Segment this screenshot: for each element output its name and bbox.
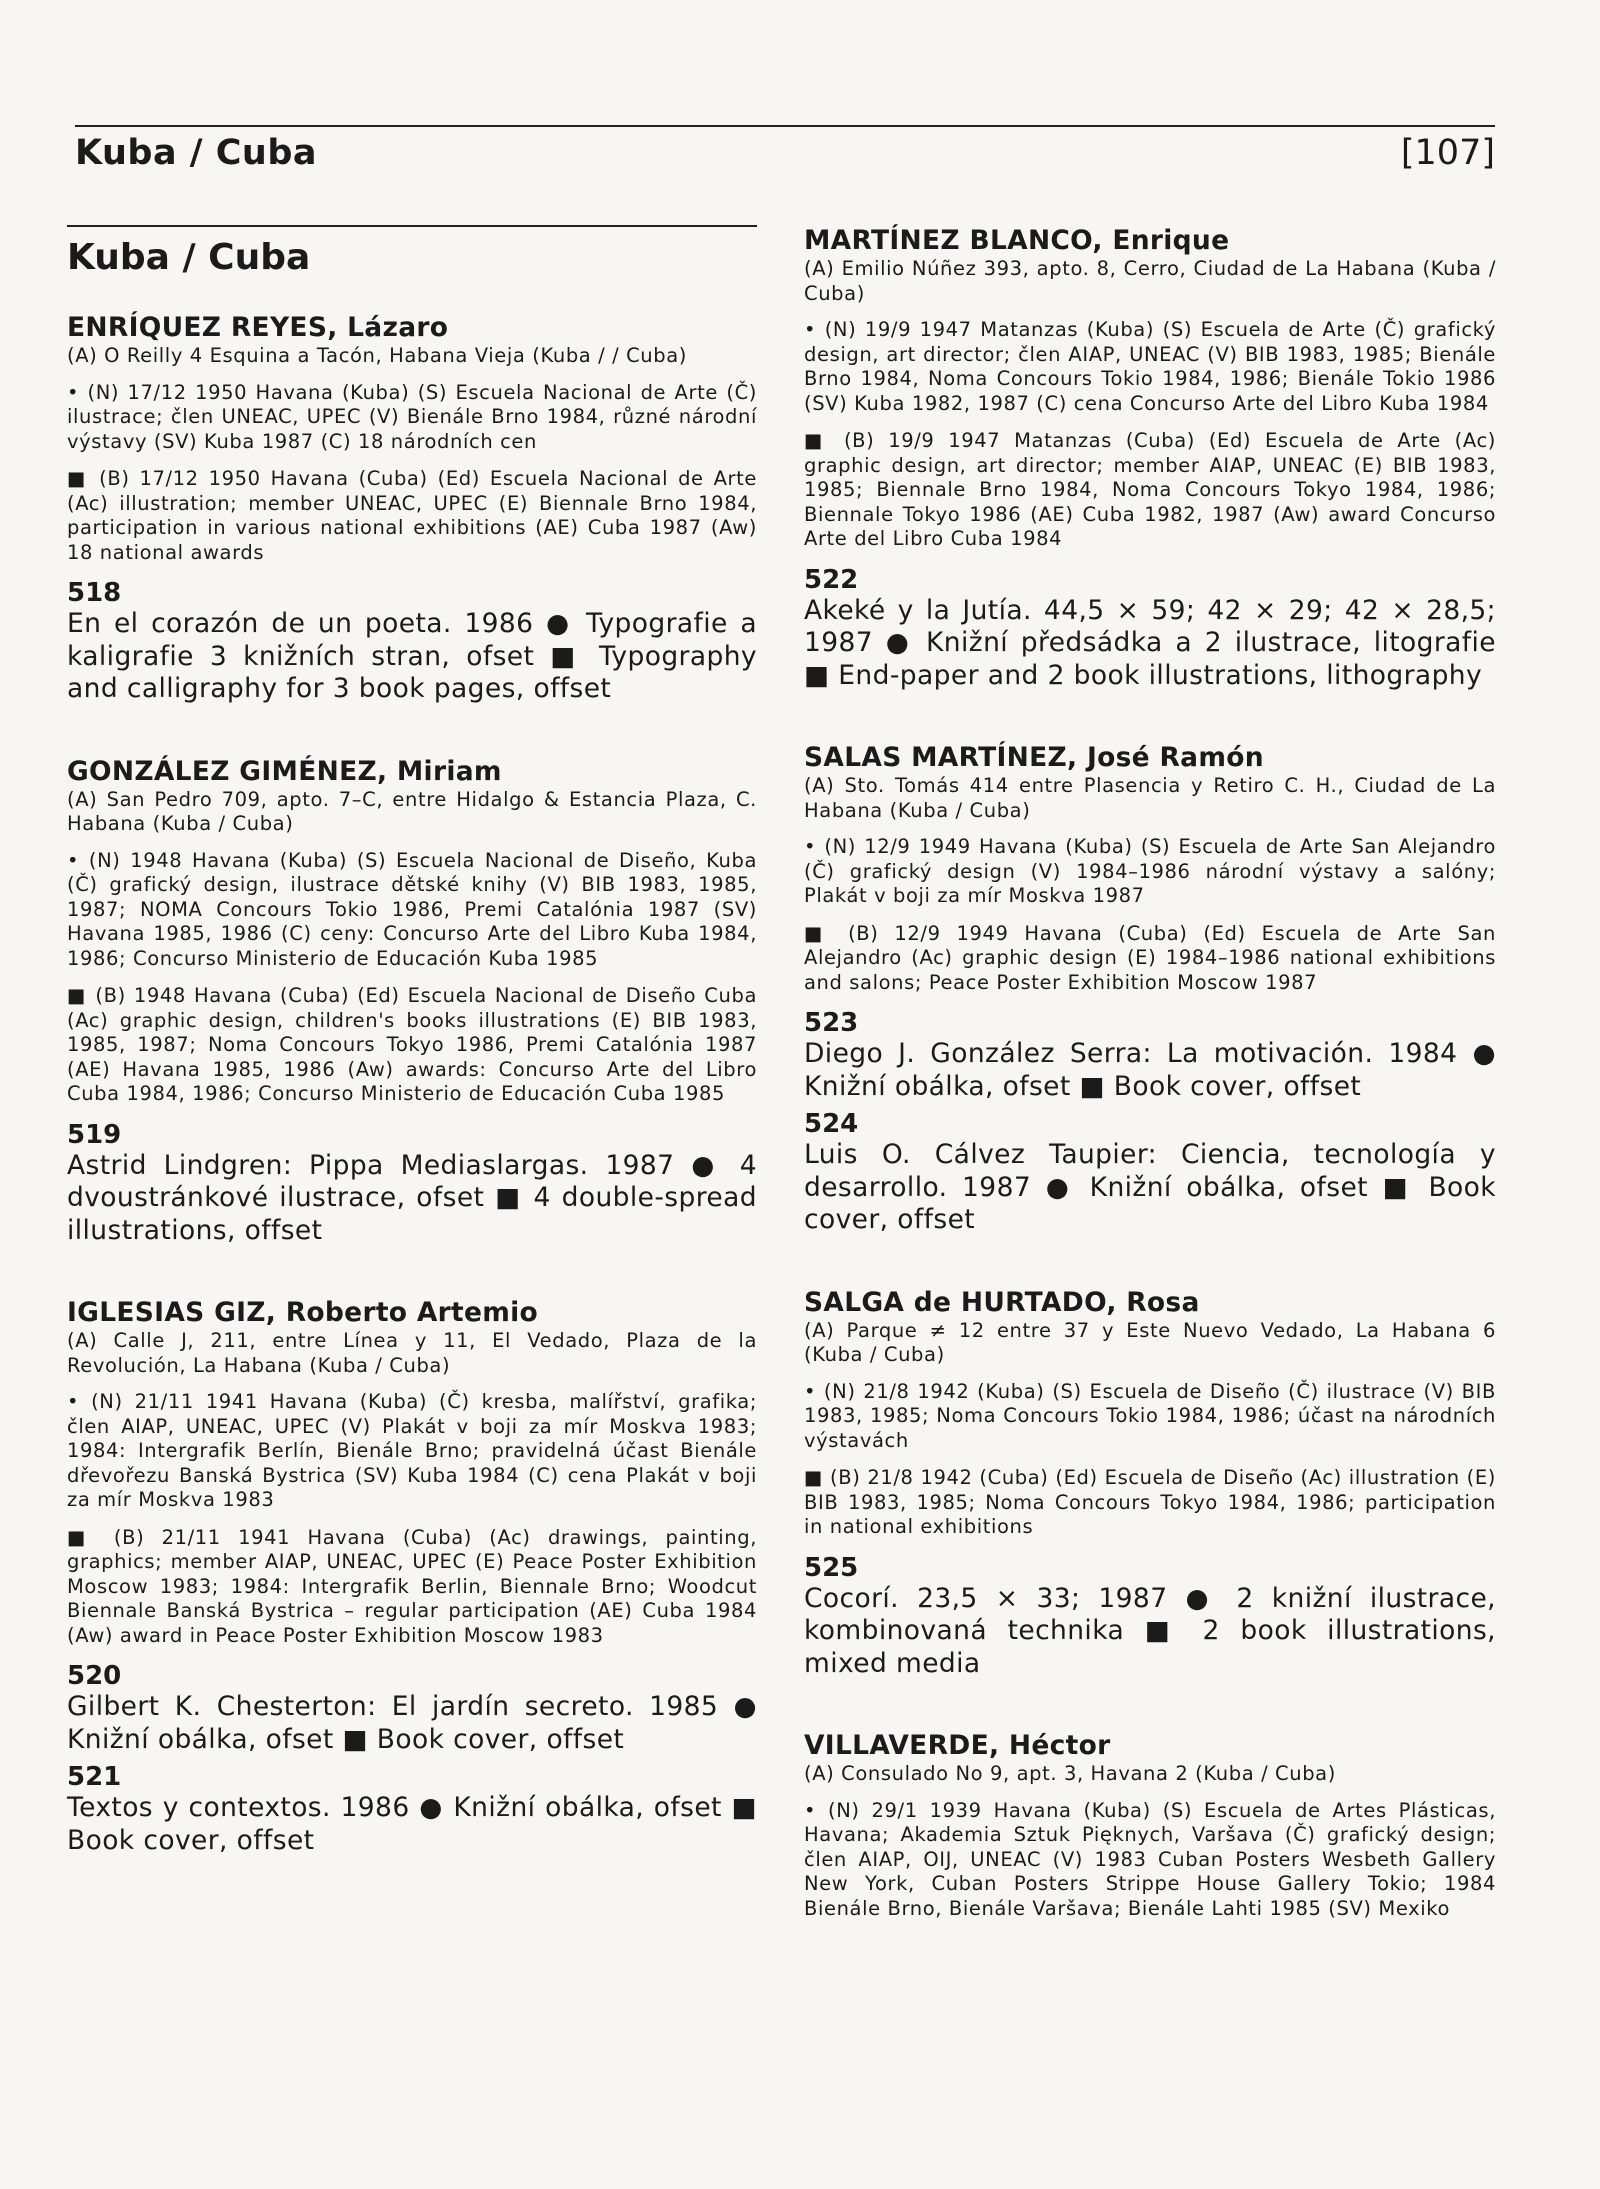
artist-given-name: Roberto Artemio — [285, 1297, 539, 1328]
work-number: 525 — [804, 1552, 859, 1583]
work-description: Gilbert K. Chesterton: El jardín secreto. 1985 ● Knižní obálka, ofset ■ Book cover, offset — [67, 1691, 757, 1755]
artist-address: (A) Parque ≠ 12 entre 37 y Este Nuevo Vedado, La Habana 6 (Kuba / Cuba) — [804, 1318, 1496, 1366]
artist-bio-en: ■ (B) 1948 Havana (Cuba) (Ed) Escuela Nacional de Diseño Cuba (Ac) graphic design, children's books illustrations (E) BIB 1983, 1985, 1987; Noma Concours Tokyo 1986, Premi Catalónia 1987 (AE) Havana 1985, 1986 (Aw) awards: Concurso Arte del Libro Cuba 1984, 1986; Concurso Ministerio de Educación Cuba 1985 — [67, 984, 757, 1105]
artist-address: (A) Sto. Tomás 414 entre Plasencia y Retiro C. H., Ciudad de La Habana (Kuba / Cuba) — [804, 774, 1496, 822]
right-column — [804, 225, 1496, 1934]
artist-bio-en: ■ (B) 21/11 1941 Havana (Cuba) (Ac) drawings, painting, graphics; member AIAP, UNEAC, UPEC (E) Peace Poster Exhibition Moscow 1983; 1984: Intergrafik Berlin, Biennale Brno; Woodcut Biennale Banská Bystrica – regular participation (AE) Cuba 1984 (Aw) award in Peace Poster Exhibition Moscow 1983 — [67, 1525, 757, 1647]
artist-details — [67, 788, 757, 1107]
artist-bio-cz: • (N) 21/11 1941 Havana (Kuba) (Č) kresba, malířství, grafika; člen AIAP, UNEAC, UPEC (V) Plakát v boji za mír Moskva 1983; 1984: Intergrafik Berlín, Bienále Brno; pravidelná účast Bienále dřevořezu Banská Bystrica (SV) Kuba 1984 (C) cena Plakát v boji za mír Moskva 1983 — [67, 1390, 757, 1511]
artist-bio-en: ■ (B) 21/8 1942 (Cuba) (Ed) Escuela de Diseño (Ac) illustration (E) BIB 1983, 1985; Noma Concours Tokyo 1984, 1986; participation in national exhibitions — [804, 1466, 1496, 1538]
artist-name — [804, 225, 1496, 257]
artist-surname: ENRÍQUEZ REYES, — [67, 312, 338, 343]
artist-entry — [67, 1297, 757, 1857]
artist-bio-en: ■ (B) 17/12 1950 Havana (Cuba) (Ed) Escuela Nacional de Arte (Ac) illustration; member UNEAC, UPEC (E) Biennale Brno 1984, participation in various national exhibitions (AE) Cuba 1987 (Aw) 18 national awards — [67, 467, 757, 564]
artist-given-name: Miriam — [396, 755, 502, 787]
work-number: 520 — [67, 1661, 122, 1691]
work-description: Luis O. Cálvez Taupier: Ciencia, tecnología y desarrollo. 1987 ● Knižní obálka, ofset ■ Book cover, offset — [804, 1139, 1496, 1235]
work-description: Cocorí. 23,5 × 33; 1987 ● 2 knižní ilustrace, kombinovaná technika ■ 2 book illustrations, mixed media — [804, 1582, 1496, 1679]
work-number: 522 — [804, 564, 859, 595]
artist-given-name: Lázaro — [347, 312, 449, 343]
running-title: Kuba / Cuba — [75, 133, 318, 173]
artist-bio-cz: • (N) 17/12 1950 Havana (Kuba) (S) Escuela Nacional de Arte (Č) ilustrace; člen UNEAC, UPEC (V) Bienále Brno 1984, různé národní výstavy (SV) Kuba 1987 (C) 18 národních cen — [67, 380, 757, 453]
artist-name — [67, 756, 757, 788]
work-description: Akeké y la Jutía. 44,5 × 59; 42 × 29; 42 × 28,5; 1987 ● Knižní předsádka a 2 ilustrace, litografie ■ End-paper and 2 book illustrations, lithography — [804, 594, 1496, 691]
left-column — [67, 225, 757, 1857]
artist-details — [804, 257, 1496, 552]
artist-name — [67, 312, 757, 344]
artist-details — [67, 1329, 757, 1648]
artist-given-name: Rosa — [1126, 1286, 1200, 1318]
artist-bio-cz: • (N) 12/9 1949 Havana (Kuba) (S) Escuela de Arte San Alejandro (Č) grafický design (V) 1984–1986 národní výstavy a salóny; Plakát v boji za mír Moskva 1987 — [804, 835, 1496, 907]
work-number: 523 — [804, 1008, 859, 1038]
artist-address: (A) Emilio Núñez 393, apto. 8, Cerro, Ciudad de La Habana (Kuba / Cuba) — [804, 257, 1496, 305]
artist-bio-cz: • (N) 1948 Havana (Kuba) (S) Escuela Nacional de Diseño, Kuba (Č) grafický design, ilustrace dětské knihy (V) BIB 1983, 1985, 1987; NOMA Concours Tokio 1986, Premi Catalónia 1987 (SV) Havana 1985, 1986 (C) ceny: Concurso Arte del Libro Kuba 1984, 1986; Concurso Ministerio de Educación Kuba 1985 — [67, 848, 757, 970]
artist-entry — [67, 312, 757, 706]
artist-bio-en: ■ (B) 19/9 1947 Matanzas (Cuba) (Ed) Escuela de Arte (Ac) graphic design, art director; member AIAP, UNEAC (E) BIB 1983, 1985; Biennale Brno 1984, Noma Concours Tokyo 1984, 1986; Biennale Tokyo 1986 (AE) Cuba 1982, 1987 (Aw) award Concurso Arte del Libro Cuba 1984 — [804, 429, 1496, 550]
artist-details — [804, 1319, 1496, 1540]
artist-bio-en: ■ (B) 12/9 1949 Havana (Cuba) (Ed) Escuela de Arte San Alejandro (Ac) graphic design (E) 1984–1986 national exhibitions and salons; Peace Poster Exhibition Moscow 1987 — [804, 921, 1496, 994]
artist-entry — [67, 756, 757, 1248]
section-title: Kuba / Cuba — [67, 225, 757, 278]
work-number: 524 — [804, 1109, 859, 1139]
artist-entry — [804, 1287, 1496, 1681]
artist-surname: IGLESIAS GIZ, — [67, 1297, 277, 1328]
artist-bio-cz: • (N) 29/1 1939 Havana (Kuba) (S) Escuela de Artes Plásticas, Havana; Akademia Sztuk Pięknych, Varšava (Č) grafický design; člen AIAP, OIJ, UNEAC (V) 1983 Cuban Posters Wesbeth Gallery New York, Cuban Posters Strippe House Gallery Tokio; 1984 Bienále Brno, Bienále Varšava; Bienále Lahti 1985 (SV) Mexiko — [804, 1798, 1496, 1920]
artist-surname: VILLAVERDE, — [804, 1730, 1000, 1761]
artist-name — [67, 1297, 757, 1329]
artist-given-name: Héctor — [1008, 1730, 1111, 1761]
artist-surname: GONZÁLEZ GIMÉNEZ, — [67, 755, 388, 787]
artist-given-name: Enrique — [1112, 225, 1230, 256]
artist-bio-cz: • (N) 21/8 1942 (Kuba) (S) Escuela de Diseño (Č) ilustrace (V) BIB 1983, 1985; Noma Concours Tokio 1984, 1986; účast na národních výstavách — [804, 1379, 1496, 1452]
artist-surname: MARTÍNEZ BLANCO, — [804, 225, 1103, 256]
artist-details — [804, 1762, 1496, 1921]
artist-entry — [804, 1730, 1496, 1921]
artist-surname: SALGA de HURTADO, — [804, 1286, 1117, 1318]
work-number: 519 — [67, 1119, 122, 1150]
page-header — [75, 125, 1495, 177]
artist-address: (A) San Pedro 709, apto. 7–C, entre Hidalgo & Estancia Plaza, C. Habana (Kuba / Cuba) — [67, 787, 757, 835]
work-number: 518 — [67, 578, 122, 608]
artist-bio-cz: • (N) 19/9 1947 Matanzas (Kuba) (S) Escuela de Arte (Č) grafický design, art director; člen AIAP, UNEAC (V) BIB 1983, 1985; Bienále Brno 1984, Noma Concours Tokio 1984, 1986; Bienále Tokio 1986 (SV) Kuba 1982, 1987 (C) cena Concurso Arte del Libro Kuba 1984 — [804, 318, 1496, 415]
artist-address: (A) Consulado No 9, apt. 3, Havana 2 (Kuba / Cuba) — [804, 1762, 1336, 1785]
work-description: En el corazón de un poeta. 1986 ● Typografie a kaligrafie 3 knižních stran, ofset ■ Typography and calligraphy for 3 book pages, offset — [67, 608, 757, 704]
artist-surname: SALAS MARTÍNEZ, — [804, 742, 1078, 773]
artist-entry — [804, 225, 1496, 692]
work-description: Textos y contextos. 1986 ● Knižní obálka, ofset ■ Book cover, offset — [67, 1792, 757, 1856]
work-description: Diego J. González Serra: La motivación. 1984 ● Knižní obálka, ofset ■ Book cover, offset — [804, 1038, 1496, 1102]
artist-details — [804, 774, 1496, 995]
work-number: 521 — [67, 1762, 122, 1792]
artist-name — [804, 1287, 1496, 1319]
artist-details — [67, 344, 757, 565]
page-number: [107] — [1400, 133, 1495, 173]
artist-name — [804, 742, 1496, 774]
artist-given-name: José Ramón — [1086, 742, 1264, 773]
artist-name — [804, 1730, 1496, 1762]
artist-address: (A) Calle J, 211, entre Línea y 11, El Vedado, Plaza de la Revolución, La Habana (Kuba / Cuba) — [67, 1329, 757, 1377]
work-description: Astrid Lindgren: Pippa Mediaslargas. 1987 ● 4 dvoustránkové ilustrace, ofset ■ 4 double-spread illustrations, offset — [67, 1149, 757, 1246]
artist-entry — [804, 742, 1496, 1237]
artist-address: (A) O Reilly 4 Esquina a Tacón, Habana Vieja (Kuba / / Cuba) — [67, 344, 687, 367]
